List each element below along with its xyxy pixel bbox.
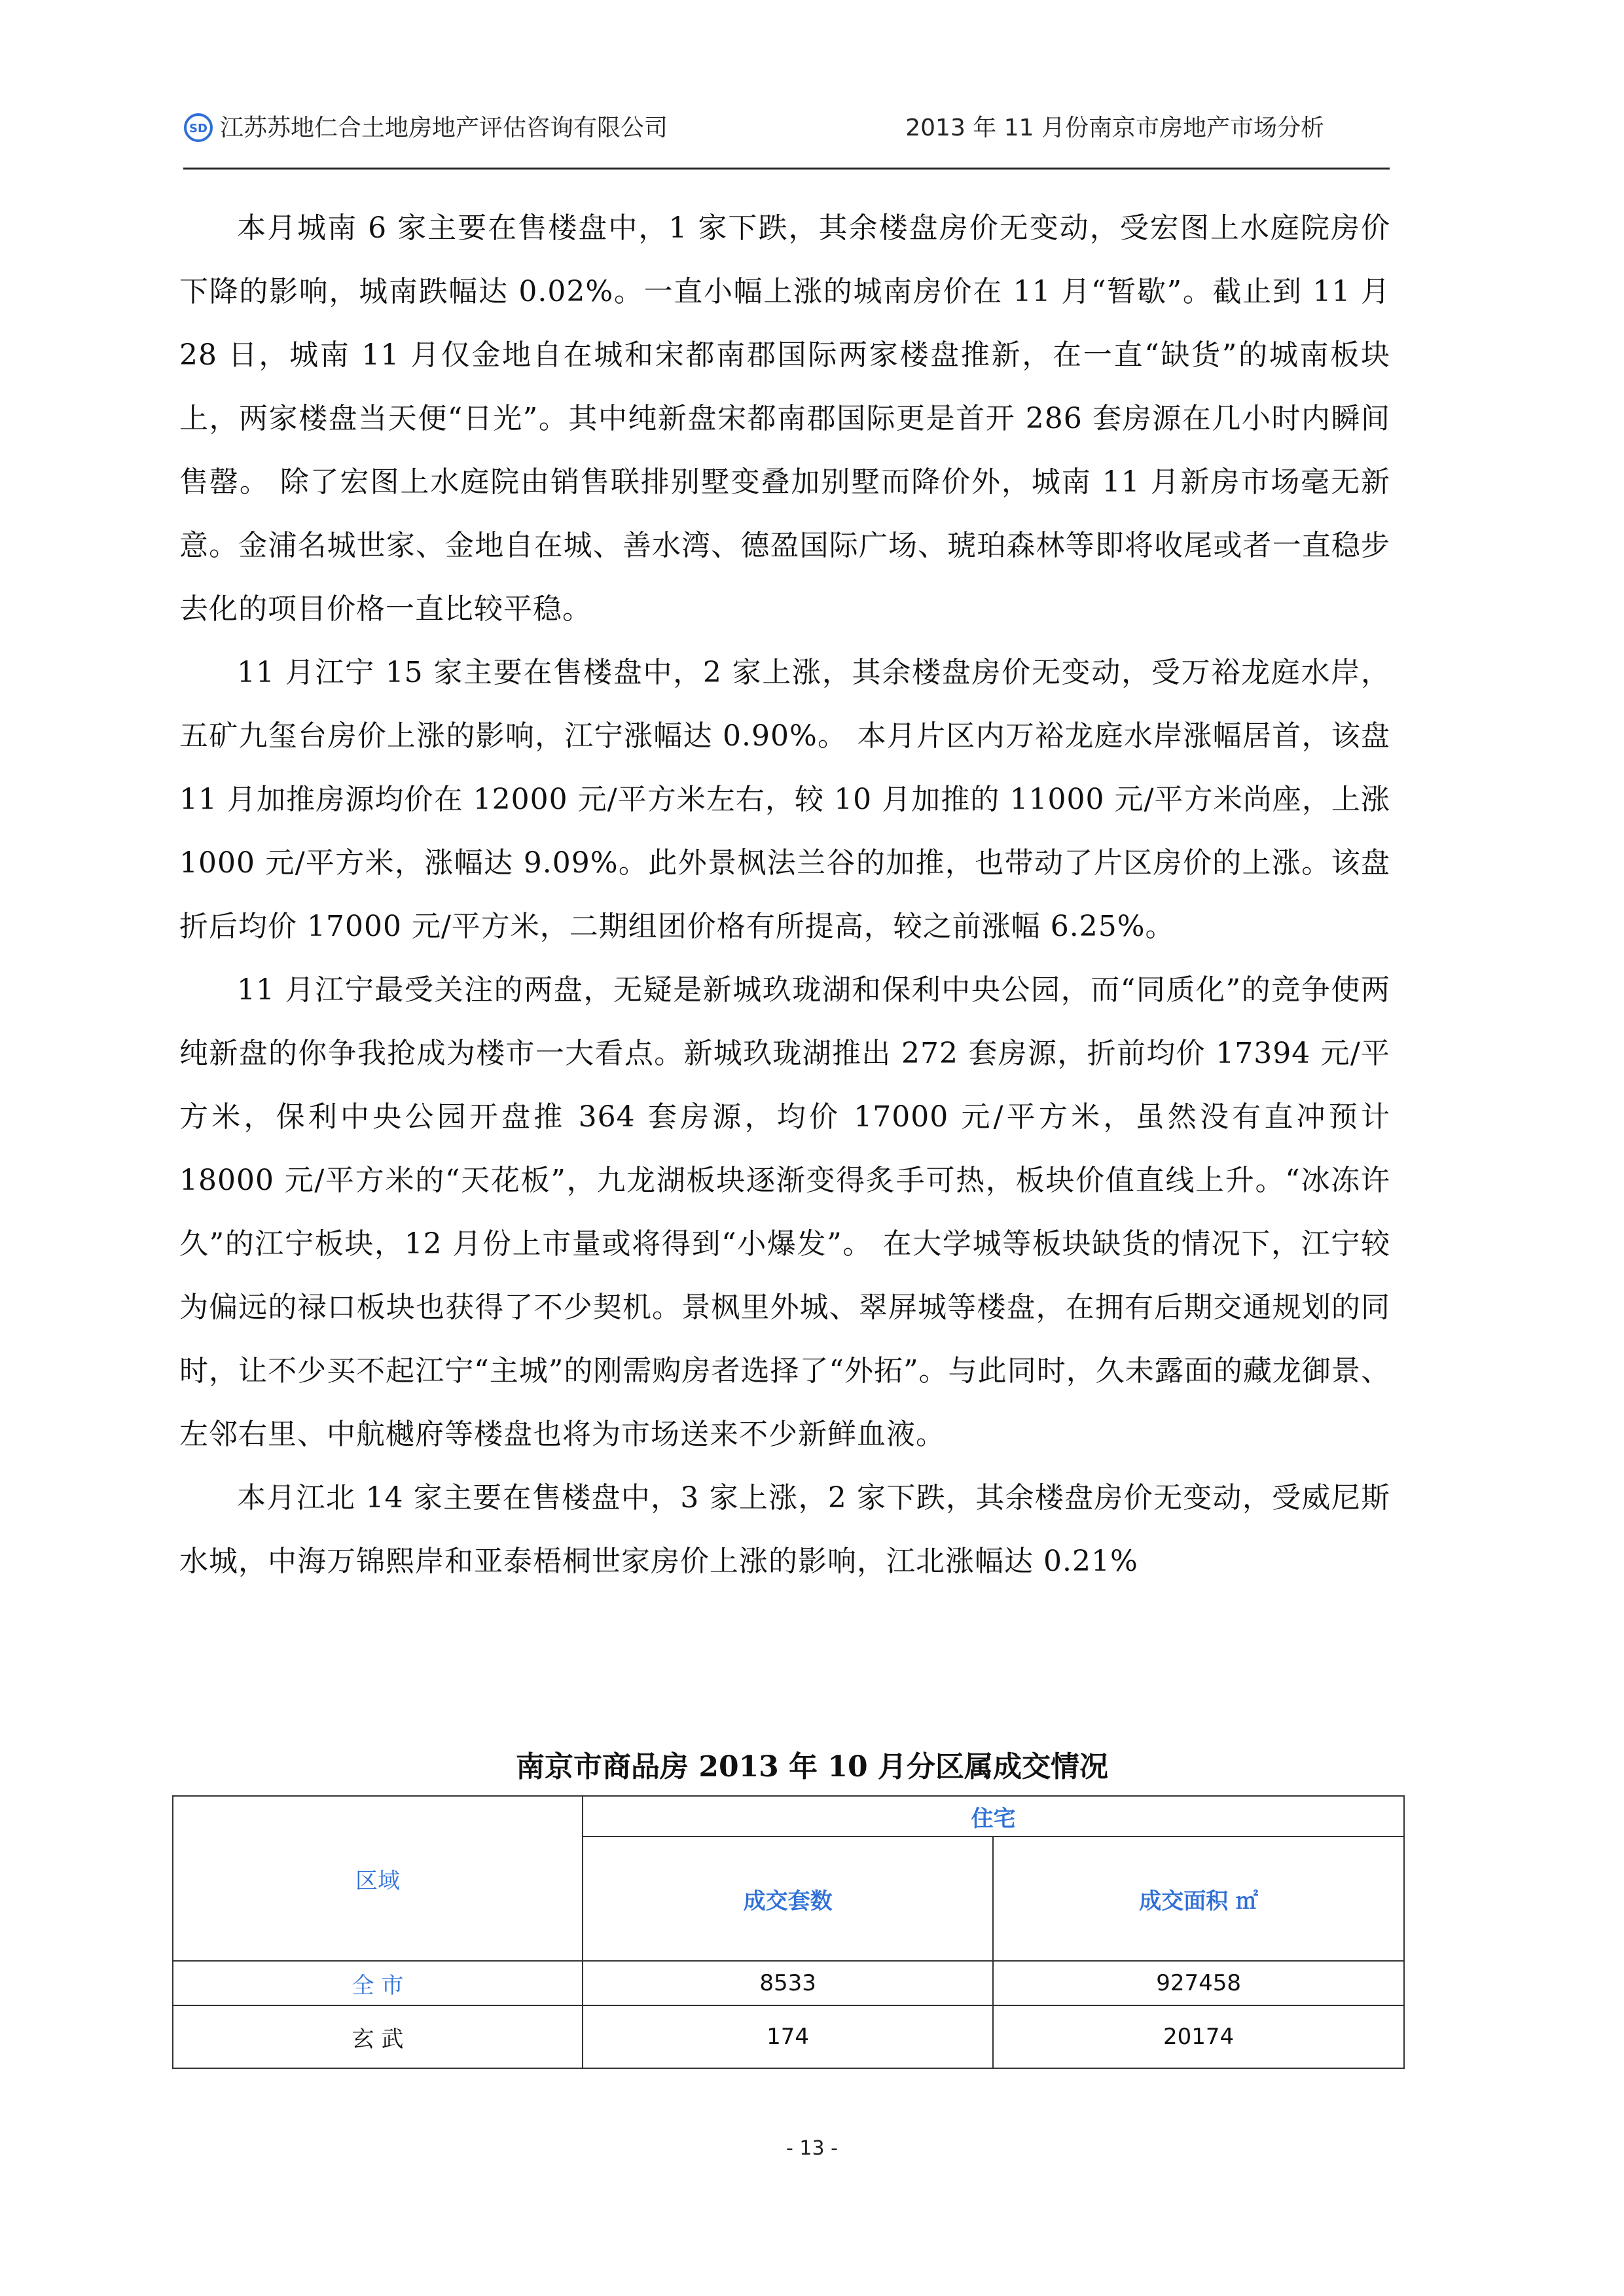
region-cell: 全 市: [173, 1961, 583, 2005]
company-logo-icon: [183, 113, 213, 143]
units-cell: 174: [583, 2005, 993, 2068]
units-cell: 8533: [583, 1961, 993, 2005]
table-row: [173, 2005, 1404, 2068]
residential-header: 住宅: [583, 1796, 1404, 1837]
paragraph-jiangning-prices: 11 月江宁 15 家主要在售楼盘中，2 家上涨，其余楼盘房价无变动，受万裕龙庭水岸，五矿九玺台房价上涨的影响，江宁涨幅达 0.90%。 本月片区内万裕龙庭水岸涨幅居首，该盘 11 月加推房源均价在 12000 元/平方米左右，较 10 月加推的 11000 元/平方米尚座，上涨 1000 元/平方米，涨幅达 9.09%。此外景枫法兰谷的加推，也带动了片区房价的上涨。该盘折后均价 17000 元/平方米，二期组团价格有所提高，较之前涨幅 6.25%。: [179, 656, 1390, 943]
region-header: 区域: [173, 1796, 583, 1961]
body-text: [179, 196, 1390, 1593]
paragraph-chengnan: 本月城南 6 家主要在售楼盘中，1 家下跌，其余楼盘房价无变动，受宏图上水庭院房价下降的影响，城南跌幅达 0.02%。一直小幅上涨的城南房价在 11 月“暂歇”。截止到 11 月 28 日，城南 11 月仅金地自在城和宋都南郡国际两家楼盘推新，在一直“缺货”的城南板块上，两家楼盘当天便“日光”。其中纯新盘宋都南郡国际更是首开 286 套房源在几小时内瞬间售罄。 除了宏图上水庭院由销售联排别墅变叠加别墅而降价外，城南 11 月新房市场毫无新意。金浦名城世家、金地自在城、善水湾、德盈国际广场、琥珀森林等即将收尾或者一直稳步去化的项目价格一直比较平稳。: [179, 211, 1390, 626]
paragraph-jiangning-focus: 11 月江宁最受关注的两盘，无疑是新城玖珑湖和保利中央公园，而“同质化”的竞争使两纯新盘的你争我抢成为楼市一大看点。新城玖珑湖推出 272 套房源，折前均价 17394 元/平方米，保利中央公园开盘推 364 套房源，均价 17000 元/平方米，虽然没有直冲预计 18000 元/平方米的“天花板”，九龙湖板块逐渐变得炙手可热，板块价值直线上升。“冰冻许久”的江宁板块，12 月份上市量或将得到“小爆发”。 在大学城等板块缺货的情况下，江宁较为偏远的禄口板块也获得了不少契机。景枫里外城、翠屏城等楼盘，在拥有后期交通规划的同时，让不少买不起江宁“主城”的刚需购房者选择了“外拓”。与此同时，久未露面的藏龙御景、左邻右里、中航樾府等楼盘也将为市场送来不少新鲜血液。: [179, 973, 1390, 1451]
page-header: [183, 113, 1390, 152]
area-header: 成交面积 ㎡: [993, 1837, 1404, 1961]
paragraph-jiangbei: 本月江北 14 家主要在售楼盘中，3 家上涨，2 家下跌，其余楼盘房价无变动，受威尼斯水城，中海万锦熙岸和亚泰梧桐世家房价上涨的影响，江北涨幅达 0.21%: [179, 1481, 1390, 1578]
svg-text:SD: SD: [189, 122, 208, 135]
page-number: - 13 -: [786, 2137, 838, 2160]
area-cell: 20174: [993, 2005, 1404, 2068]
transaction-table: [172, 1795, 1405, 2069]
region-cell: 玄 武: [173, 2005, 583, 2068]
company-name: 江苏苏地仁合土地房地产评估咨询有限公司: [220, 115, 668, 141]
header-divider: [183, 168, 1390, 170]
table-row: [173, 1961, 1404, 2005]
units-header: 成交套数: [583, 1837, 993, 1961]
table-title: 南京市商品房 2013 年 10 月分区属成交情况: [516, 1750, 1108, 1784]
area-cell: 927458: [993, 1961, 1404, 2005]
report-title: 2013 年 11 月份南京市房地产市场分析: [905, 115, 1324, 141]
